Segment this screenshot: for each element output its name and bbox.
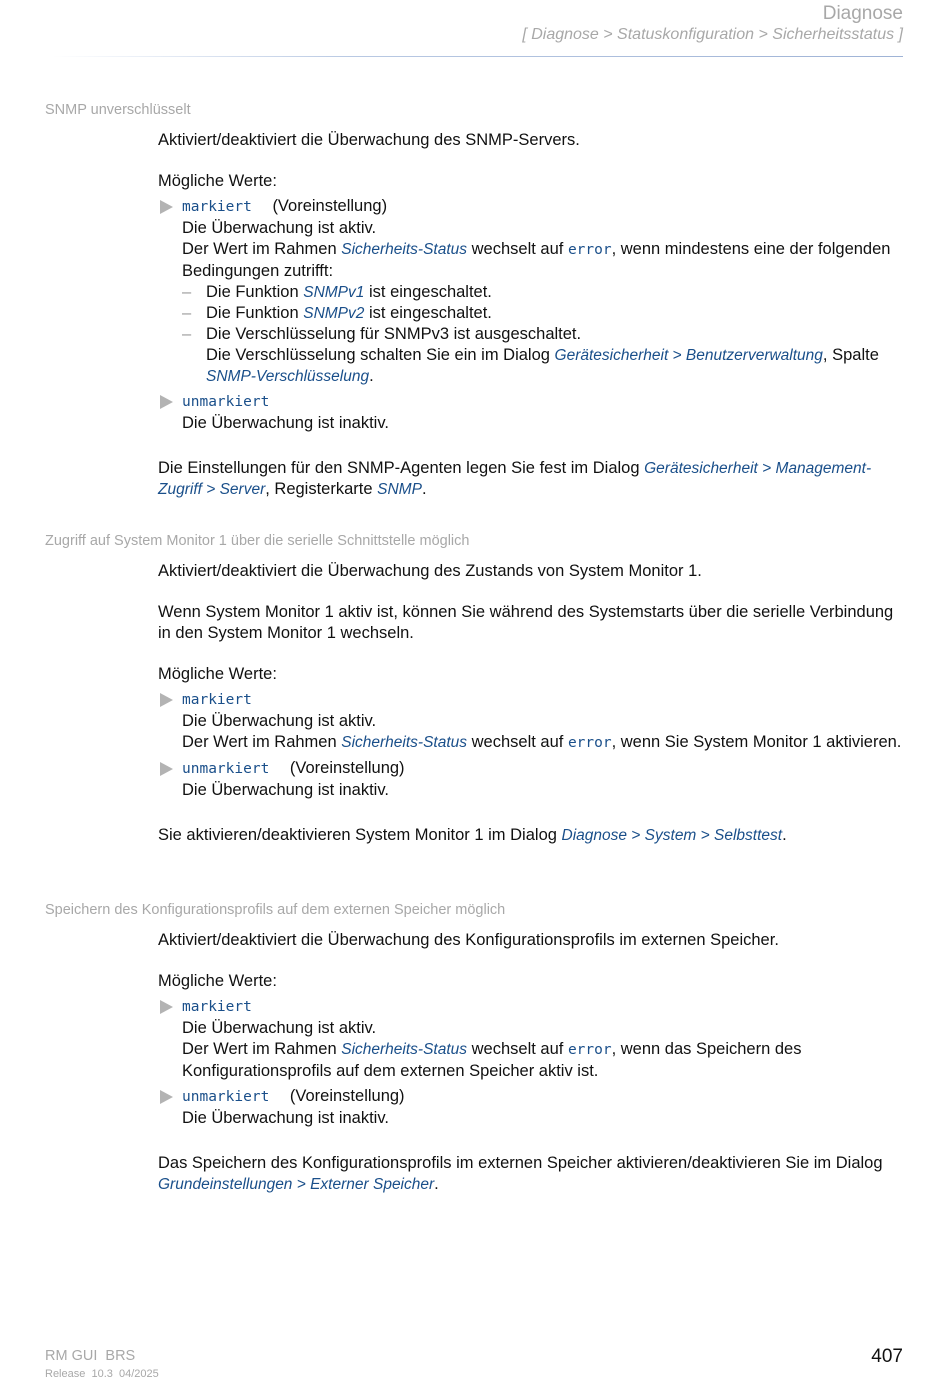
section-intro: Aktiviert/deaktiviert die Überwachung des Konfigurationsprofils im externen Speicher. <box>158 931 779 949</box>
error-value: error <box>567 242 612 258</box>
condition-text: Der Wert im Rahmen <box>182 240 337 258</box>
value-code: unmarkiert <box>182 761 270 777</box>
values-list <box>158 689 906 801</box>
ref-snmpv2: SNMPv2 <box>303 305 365 322</box>
condition-text: Der Wert im Rahmen <box>182 733 337 751</box>
triangle-bullet-icon <box>160 395 173 409</box>
sub-text: Die Verschlüsselung schalten Sie ein im Dialog <box>206 346 550 364</box>
value-description: Die Überwachung ist aktiv. <box>182 219 377 237</box>
section-heading-snmp: SNMP unverschlüsselt <box>45 102 191 118</box>
triangle-bullet-icon <box>160 693 173 707</box>
section-heading-system-monitor: Zugriff auf System Monitor 1 über die serielle Schnittstelle möglich <box>45 533 470 549</box>
header-divider <box>52 56 903 57</box>
condition-text: wechselt auf <box>471 240 564 258</box>
triangle-bullet-icon <box>160 762 173 776</box>
sub-text: , Spalte <box>822 346 879 364</box>
condition-text: wechselt auf <box>471 733 564 751</box>
page-chapter-title: Diagnose <box>822 3 903 24</box>
value-code: unmarkiert <box>182 394 270 410</box>
error-value: error <box>567 1042 612 1058</box>
value-code: markiert <box>182 692 252 708</box>
section-body-system-monitor <box>158 561 906 846</box>
dash-icon: – <box>182 283 192 301</box>
outro-text: . <box>421 480 427 498</box>
outro-text: Sie aktivieren/deaktivieren System Monitor 1 im Dialog <box>158 826 557 844</box>
triangle-bullet-icon <box>160 1090 173 1104</box>
sub-text: Die Funktion <box>206 283 299 301</box>
footer-doc-title: RM GUI BRS <box>45 1348 136 1364</box>
ref-status-frame: Sicherheits-Status <box>341 241 468 258</box>
ref-external-memory: Grundeinstellungen > Externer Speicher <box>158 1176 435 1193</box>
dash-icon: – <box>182 325 192 343</box>
values-list <box>158 196 906 434</box>
section-outro <box>158 458 906 500</box>
footer-release: Release 10.3 04/2025 <box>45 1368 159 1380</box>
values-list <box>158 996 906 1129</box>
value-item-unmarked <box>158 391 906 434</box>
condition-text: , wenn mindestens eine der folgenden Bedingungen zutrifft: <box>182 240 891 280</box>
value-description: Die Überwachung ist inaktiv. <box>182 414 389 432</box>
ref-management-access-server: Gerätesicherheit > Management-Zugriff > Server <box>158 460 872 498</box>
section-outro <box>158 825 906 846</box>
sub-text: ist eingeschaltet. <box>368 283 492 301</box>
possible-values-label: Mögliche Werte: <box>158 665 277 683</box>
value-description: Die Überwachung ist inaktiv. <box>182 781 389 799</box>
value-description: Die Überwachung ist aktiv. <box>182 712 377 730</box>
ref-selftest: Diagnose > System > Selbsttest <box>561 827 783 844</box>
sub-text: Die Verschlüsselung für SNMPv3 ist ausgeschaltet. <box>206 325 582 343</box>
outro-text: Das Speichern des Konfigurationsprofils im externen Speicher aktivieren/deaktivieren Sie im Dialog <box>158 1154 883 1172</box>
ref-snmp-encryption: SNMP-Verschlüsselung <box>206 368 370 385</box>
outro-text: Die Einstellungen für den SNMP-Agenten legen Sie fest im Dialog <box>158 459 640 477</box>
outro-text: . <box>782 826 787 844</box>
ref-status-frame: Sicherheits-Status <box>341 734 468 751</box>
value-description: Die Überwachung ist aktiv. <box>182 1019 377 1037</box>
value-item-unmarked <box>158 1086 906 1129</box>
ref-snmp-tab: SNMP <box>377 481 422 498</box>
sub-text: Die Funktion <box>206 304 299 322</box>
value-item-marked <box>158 689 906 754</box>
condition-text: , wenn das Speichern des Konfigurationsprofils auf dem externen Speicher aktiv ist. <box>182 1040 802 1080</box>
possible-values-label: Mögliche Werte: <box>158 972 277 990</box>
ref-status-frame: Sicherheits-Status <box>341 1041 468 1058</box>
section-body-snmp <box>158 130 906 500</box>
value-item-marked <box>158 196 906 387</box>
condition-text: Der Wert im Rahmen <box>182 1040 337 1058</box>
section-body-external-memory <box>158 930 906 1195</box>
value-code: markiert <box>182 199 252 215</box>
dash-icon: – <box>182 304 192 322</box>
sub-condition <box>182 303 906 324</box>
triangle-bullet-icon <box>160 200 173 214</box>
error-value: error <box>567 735 612 751</box>
value-description: Die Überwachung ist inaktiv. <box>182 1109 389 1127</box>
condition-text: wechselt auf <box>471 1040 564 1058</box>
default-note: (Voreinstellung) <box>289 1087 405 1105</box>
condition-text: , wenn Sie System Monitor 1 aktivieren. <box>611 733 902 751</box>
value-item-marked <box>158 996 906 1082</box>
value-code: unmarkiert <box>182 1089 270 1105</box>
sub-condition <box>182 324 906 387</box>
page-number: 407 <box>871 1346 903 1367</box>
sub-condition <box>182 282 906 303</box>
section-outro <box>158 1153 906 1195</box>
outro-text: , Registerkarte <box>265 480 373 498</box>
ref-user-management: Gerätesicherheit > Benutzerverwaltung <box>554 347 823 364</box>
section-paragraph: Wenn System Monitor 1 aktiv ist, können Sie während des Systemstarts über die serielle Verbindung in den System Monitor 1 wechseln. <box>158 603 894 642</box>
outro-text: . <box>434 1175 439 1193</box>
section-intro: Aktiviert/deaktiviert die Überwachung des Zustands von System Monitor 1. <box>158 562 702 580</box>
section-heading-external-memory: Speichern des Konfigurationsprofils auf dem externen Speicher möglich <box>45 902 506 918</box>
triangle-bullet-icon <box>160 1000 173 1014</box>
value-code: markiert <box>182 999 252 1015</box>
breadcrumb: [ Diagnose > Statuskonfiguration > Sicherheitsstatus ] <box>522 26 903 43</box>
default-note: (Voreinstellung) <box>272 197 388 215</box>
default-note: (Voreinstellung) <box>289 759 405 777</box>
ref-snmpv1: SNMPv1 <box>303 284 365 301</box>
value-item-unmarked <box>158 758 906 801</box>
possible-values-label: Mögliche Werte: <box>158 172 277 190</box>
sub-text: . <box>369 367 374 385</box>
sub-text: ist eingeschaltet. <box>368 304 492 322</box>
section-intro: Aktiviert/deaktiviert die Überwachung des SNMP-Servers. <box>158 131 580 149</box>
